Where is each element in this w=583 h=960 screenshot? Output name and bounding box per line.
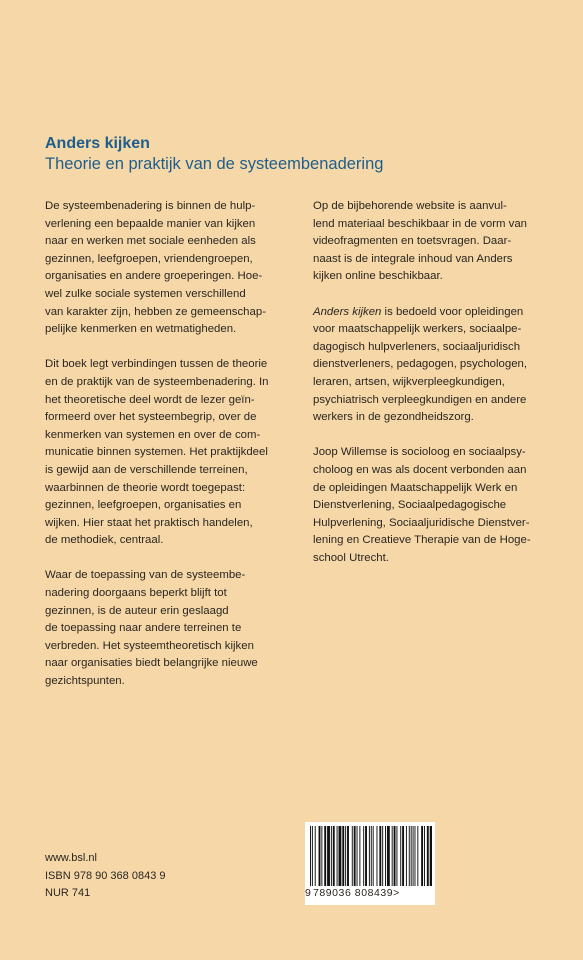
barcode-bar — [430, 826, 432, 886]
isbn-text: ISBN 978 90 368 0843 9 — [45, 869, 166, 882]
barcode-bar — [377, 826, 378, 886]
author-paragraph: Joop Willemse is socioloog en sociaalpsy- choloog en was als docent verbonden aan de opleidingen Maatschappelijk Werk en Dienstverlening, Sociaalpedagogische Hulpverlening, Sociaaljuridische Dienstver- lening en Creatieve Therapie van de Hoge- school Utrecht. — [313, 446, 531, 564]
barcode-bar — [424, 826, 425, 886]
publisher-website: www.bsl.nl — [45, 852, 97, 864]
barcode-bar — [319, 826, 321, 886]
barcode-bar — [400, 826, 401, 886]
blurb-paragraph-3: Waar de toepassing van de systeembe- nadering doorgaans beperkt blijft tot gezinnen, is de auteur erin geslaagd de toepassing naar andere terreinen te verbreden. Het systeemtheoretisch kijken naar organisaties biedt belangrijke nieuwe gezichtspunten. — [45, 569, 258, 688]
left-column — [45, 198, 297, 708]
audience-paragraph: Anders kijken is bedoeld voor opleidingen voor maatschappelijk werkers, sociaalpe- dagogisch hulpverleners, sociaaljuridisch dienstverleners, pedagogen, psychologen, leraren, artsen, wijkverpleegkundigen, psychiatrisch verpleegkundigen en andere werkers in de gezondheidszorg. — [313, 305, 528, 424]
book-subtitle: Theorie en praktijk van de systeembenadering — [45, 155, 384, 173]
barcode-bar — [387, 826, 390, 886]
barcode-bar — [411, 826, 412, 886]
barcode-bar — [415, 826, 416, 886]
barcode-bar — [394, 826, 396, 886]
barcode-bar — [365, 826, 367, 886]
barcode-bar — [402, 826, 404, 886]
barcode-bar — [357, 826, 358, 886]
barcode-bar — [354, 826, 356, 886]
barcode-bar — [363, 826, 364, 886]
barcode-bar — [342, 826, 344, 886]
barcode-bar — [409, 826, 410, 886]
barcode-number: 9 789036 808439> — [305, 887, 400, 899]
blurb-paragraph-1: De systeembenadering is binnen de hulp- verlening een bepaalde manier van kijken naar en werken met sociale eenheden als gezinnen, leefgroepen, vriendengroepen, organisaties en andere groeperingen. Hoe- wel zulke sociale systemen verschillend van karakter zijn, hebben ze gemeenschap- pelijke kenmerken en wetmatigheden. — [45, 200, 266, 336]
barcode-bar — [413, 826, 414, 886]
right-column — [313, 198, 571, 585]
title-mention: Anders kijken — [313, 305, 382, 318]
barcode-bar — [327, 826, 330, 886]
blurb-paragraph-2: Dit boek legt verbindingen tussen de theorie en de praktijk van de systeembenadering. In het theoretische deel wordt de lezer geïn- formeerd over het systeembegrip, over de kenmerken van systemen en over de com- municatie binnen systemen. Het praktijkdeel is gewijd aan de verschillende terreinen, waarbinnen de theorie wordt toegepast: gezinnen, leefgroepen, organisaties en wijken. Hier staat het praktisch handelen, de methodiek, centraal. — [45, 358, 269, 547]
nur-code: NUR 741 — [45, 887, 91, 900]
barcode-bar — [396, 826, 397, 886]
barcode-bar — [369, 826, 370, 886]
book-title: Anders kijken — [45, 135, 150, 152]
barcode-bar — [371, 826, 372, 886]
barcode-bar — [382, 826, 383, 886]
barcode-bar — [406, 826, 407, 886]
barcode-bar — [352, 826, 353, 886]
isbn-barcode — [305, 822, 435, 905]
barcode-bar — [385, 826, 386, 886]
barcode-bar — [373, 826, 374, 886]
barcode-bar — [379, 826, 381, 886]
barcode-bar — [310, 826, 311, 886]
barcode-bar — [339, 826, 342, 886]
barcode-bar — [331, 826, 332, 886]
publication-info — [45, 850, 165, 903]
barcode-bar — [315, 826, 316, 886]
barcode-bar — [337, 826, 338, 886]
barcode-bar — [333, 826, 335, 886]
barcode-bar — [312, 826, 313, 886]
barcode-bar — [347, 826, 349, 886]
barcode-bar — [321, 826, 322, 886]
barcode-bar — [417, 826, 418, 886]
barcode-bar — [359, 826, 360, 886]
barcode-bar — [427, 826, 429, 886]
barcode-bars — [308, 826, 432, 886]
barcode-bar — [345, 826, 346, 886]
barcode-bar — [324, 826, 326, 886]
website-paragraph: Op de bijbehorende website is aanvul- lend materiaal beschikbaar in de vorm van videofragmenten en toetsvragen. Daar- naast is de integrale inhoud van Anders kijken online beschikbaar. — [313, 200, 528, 283]
title-block — [45, 134, 383, 175]
barcode-bar — [421, 826, 423, 886]
barcode-bar — [392, 826, 393, 886]
